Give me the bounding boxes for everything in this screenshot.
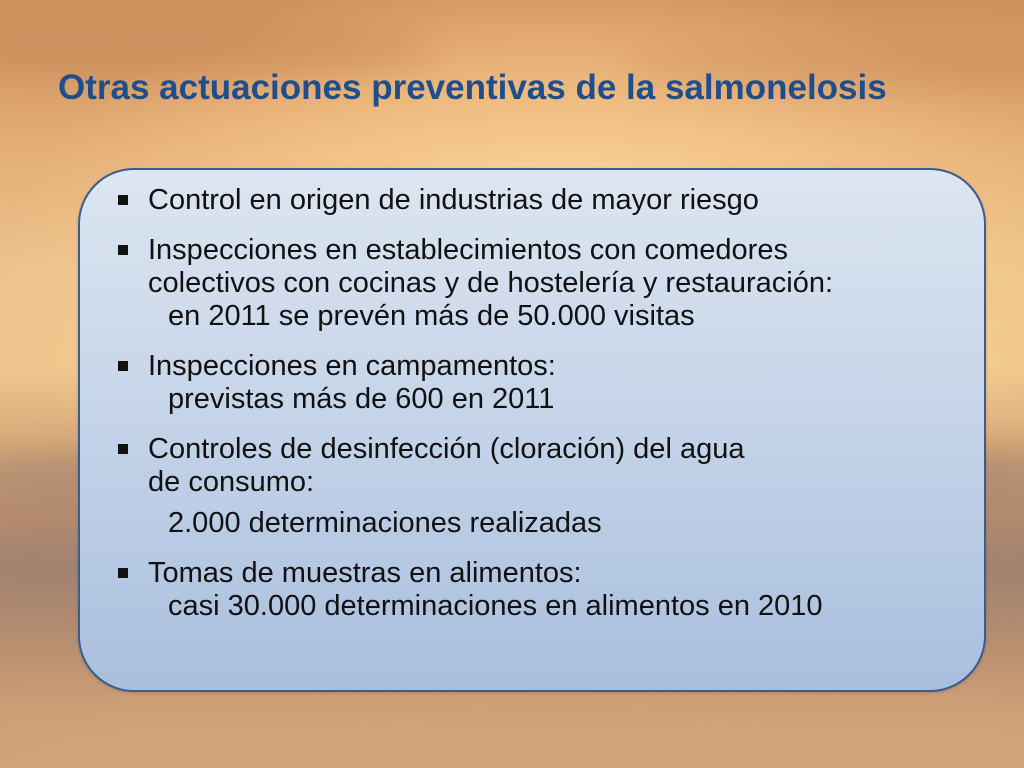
square-bullet-icon — [118, 444, 128, 454]
slide-title: Otras actuaciones preventivas de la salmonelosis — [58, 68, 887, 107]
bullet-subtext: casi 30.000 determinaciones en alimentos en 2010 — [168, 590, 823, 622]
bullet-text: Control en origen de industrias de mayor riesgo — [148, 184, 759, 216]
bullet-item-industry-control — [118, 184, 833, 217]
square-bullet-icon — [118, 245, 128, 255]
bullet-subtext: en 2011 se prevén más de 50.000 visitas — [168, 300, 695, 332]
bullet-text: Tomas de muestras en alimentos: — [148, 557, 582, 589]
bullet-item-water-disinfection — [118, 433, 833, 540]
background-cloud — [0, 690, 1024, 768]
bullet-item-camp-inspections — [118, 350, 833, 416]
bullet-list — [118, 184, 833, 640]
bullet-text: colectivos con cocinas y de hostelería y restauración: — [148, 267, 834, 299]
bullet-item-food-sampling — [118, 557, 833, 623]
square-bullet-icon — [118, 568, 128, 578]
bullet-text: Inspecciones en campamentos: — [148, 350, 556, 382]
bullet-text: de consumo: — [148, 466, 315, 498]
bullet-text: Controles de desinfección (cloración) del agua — [148, 433, 745, 465]
bullet-text: Inspecciones en establecimientos con comedores — [148, 234, 788, 266]
bullet-subtext: previstas más de 600 en 2011 — [168, 383, 555, 415]
bullet-subtext: 2.000 determinaciones realizadas — [168, 507, 602, 539]
square-bullet-icon — [118, 195, 128, 205]
bullet-item-establishment-inspections — [118, 234, 833, 333]
square-bullet-icon — [118, 361, 128, 371]
